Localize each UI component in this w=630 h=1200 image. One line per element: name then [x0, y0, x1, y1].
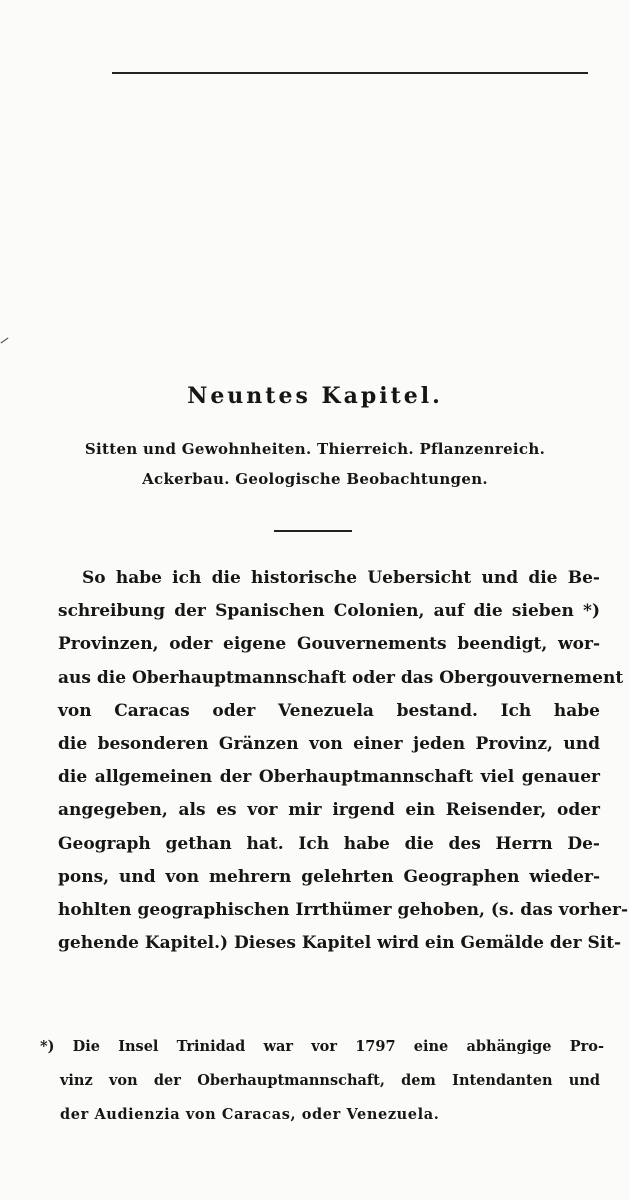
text-line: angegeben, als es vor mir irgend ein Reisender, oder	[58, 800, 600, 821]
text-line: gehende Kapitel.) Dieses Kapitel wird ein Gemälde der Sit-	[58, 933, 622, 954]
footnote-line: vinz von der Oberhauptmannschaft, dem Intendanten und	[60, 1072, 600, 1089]
top-rule	[112, 72, 588, 74]
text-line: pons, und von mehrern gelehrten Geographen wieder-	[58, 866, 600, 887]
text-line: Provinzen, oder eigene Gouvernements beendigt, wor-	[58, 634, 600, 655]
footnote-line: der Audienzia von Caracas, oder Venezuela.	[60, 1106, 440, 1123]
text-line: So habe ich die historische Uebersicht und die Be-	[82, 568, 600, 588]
text-line: Geograph gethan hat. Ich habe die des Herrn De-	[58, 833, 600, 854]
chapter-subtitle-line-2: Ackerbau. Geologische Beobachtungen.	[142, 470, 488, 488]
body-text	[58, 562, 629, 960]
text-line: schreibung der Spanischen Colonien, auf die sieben *)	[58, 601, 600, 622]
section-divider	[274, 530, 352, 532]
footnote	[40, 1030, 604, 1132]
chapter-title: Neuntes Kapitel.	[187, 383, 443, 409]
text-line: aus die Oberhauptmannschaft oder das Obergouvernement	[58, 667, 624, 688]
chapter-subtitle-line-1: Sitten und Gewohnheiten. Thierreich. Pflanzenreich.	[84, 440, 546, 458]
margin-mark	[1, 338, 9, 344]
text-line: hohlten geographischen Irrthümer gehoben, (s. das vorher-	[58, 899, 629, 920]
text-line: die allgemeinen der Oberhauptmannschaft viel genauer	[58, 767, 600, 788]
footnote-line: *) Die Insel Trinidad war vor 1797 eine abhängige Pro-	[40, 1038, 604, 1055]
text-line: von Caracas oder Venezuela bestand. Ich habe	[58, 700, 600, 721]
text-line: die besonderen Gränzen von einer jeden Provinz, und	[58, 733, 600, 754]
